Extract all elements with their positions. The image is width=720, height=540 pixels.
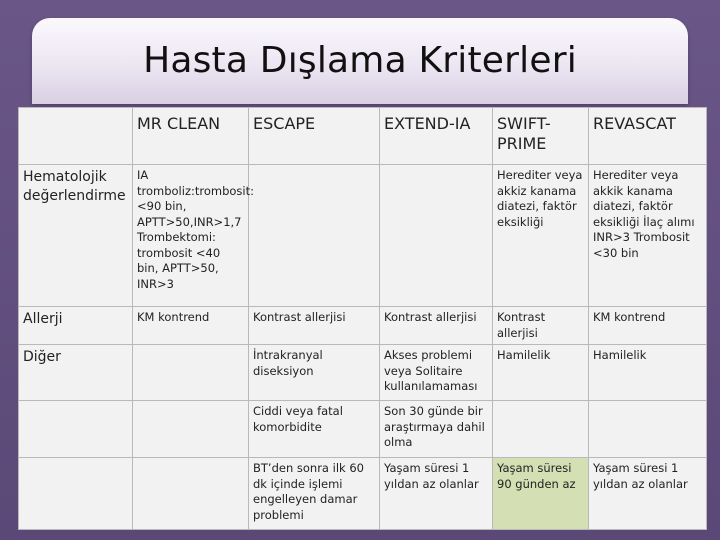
table-cell: Yaşam süresi 1 yıldan az olanlar — [589, 458, 707, 530]
table-cell: Kontrast allerjisi — [249, 307, 380, 345]
table-cell: KM kontrend — [133, 307, 249, 345]
row-label-diger: Diğer — [19, 345, 133, 401]
table-cell: Herediter veya akkik kanama diatezi, faktör eksikliği İlaç alımı INR>3 Trombosit <30 bin — [589, 165, 707, 307]
header-row — [19, 108, 707, 165]
table-cell: Son 30 günde bir araştırmaya dahil olma — [380, 401, 493, 458]
table-cell: İntrakranyal diseksiyon — [249, 345, 380, 401]
table-row — [19, 307, 707, 345]
table-cell — [249, 165, 380, 307]
header-swift-prime: SWIFT-PRIME — [493, 108, 589, 165]
row-label-allerji: Allerji — [19, 307, 133, 345]
header-cell-empty — [19, 108, 133, 165]
table-row — [19, 401, 707, 458]
table-cell: Kontrast allerjisi — [493, 307, 589, 345]
table-cell — [380, 165, 493, 307]
header-escape: ESCAPE — [249, 108, 380, 165]
table-cell: Kontrast allerjisi — [380, 307, 493, 345]
table-cell: IA tromboliz:trombosit: <90 bin, APTT>50,INR>1,7 Trombektomi: trombosit <40 bin, APTT>50, INR>3 — [133, 165, 249, 307]
header-revascat: REVASCAT — [589, 108, 707, 165]
table-cell — [19, 401, 133, 458]
table-row — [19, 165, 707, 307]
table-cell: Hamilelik — [589, 345, 707, 401]
table-cell — [133, 401, 249, 458]
header-mr-clean: MR CLEAN — [133, 108, 249, 165]
table-cell — [493, 401, 589, 458]
table-cell: Hamilelik — [493, 345, 589, 401]
table-cell: BT’den sonra ilk 60 dk içinde işlemi engelleyen damar problemi — [249, 458, 380, 530]
table-cell — [133, 458, 249, 530]
title-panel — [32, 18, 688, 104]
header-extend-ia: EXTEND-IA — [380, 108, 493, 165]
table-cell — [589, 401, 707, 458]
row-label-hematolojik: Hematolojik değerlendirme — [19, 165, 133, 307]
criteria-table — [18, 107, 707, 530]
table-cell: Ciddi veya fatal komorbidite — [249, 401, 380, 458]
highlighted-cell: Yaşam süresi 90 günden az — [493, 458, 589, 530]
table-cell — [19, 458, 133, 530]
table-cell: Akses problemi veya Solitaire kullanılamaması — [380, 345, 493, 401]
table-cell: Herediter veya akkiz kanama diatezi, faktör eksikliği — [493, 165, 589, 307]
slide-title: Hasta Dışlama Kriterleri — [143, 40, 577, 81]
table-row — [19, 458, 707, 530]
table-cell: Yaşam süresi 1 yıldan az olanlar — [380, 458, 493, 530]
table-cell — [133, 345, 249, 401]
table-cell: KM kontrend — [589, 307, 707, 345]
table-row — [19, 345, 707, 401]
